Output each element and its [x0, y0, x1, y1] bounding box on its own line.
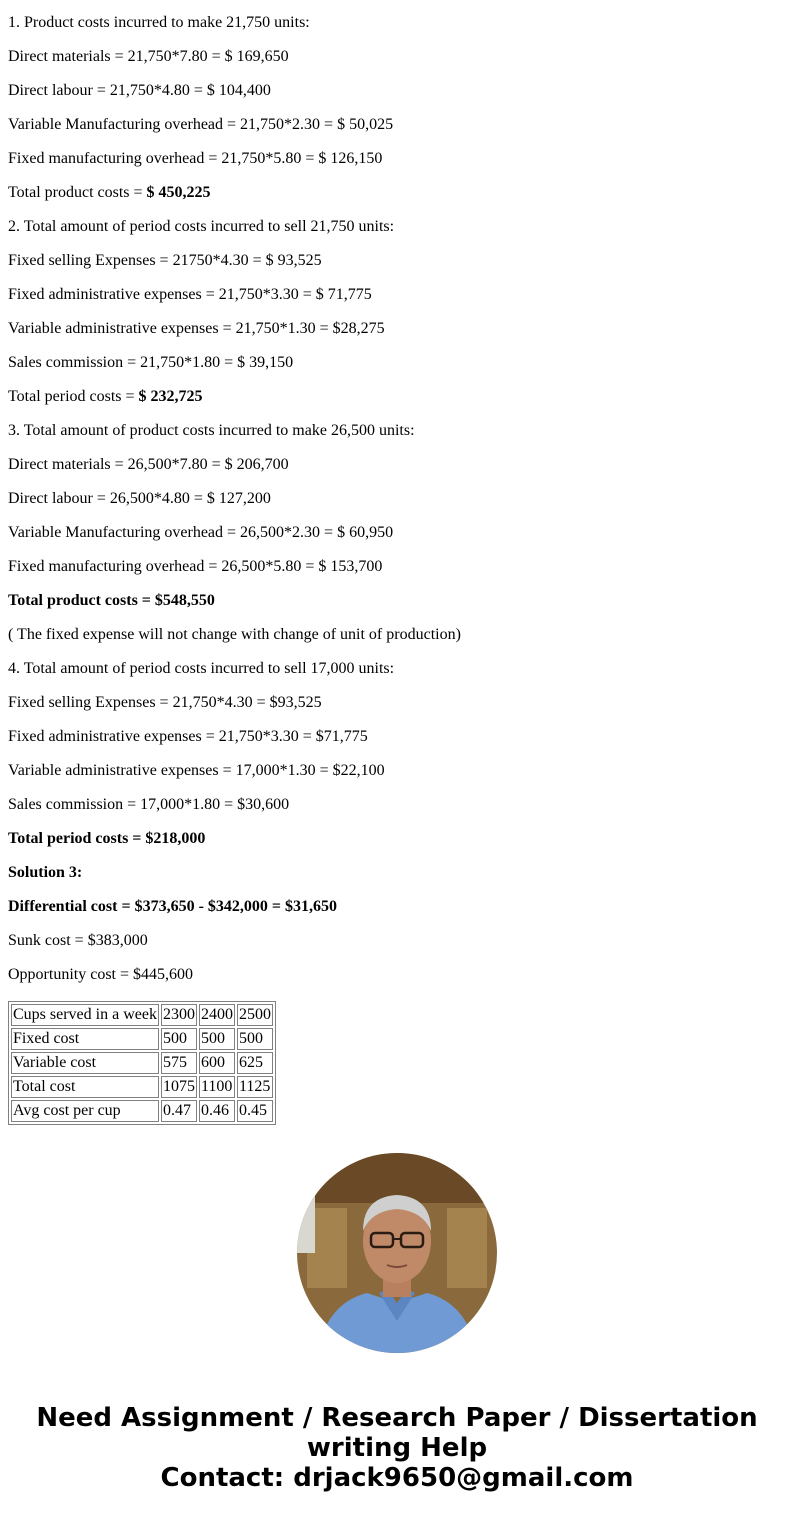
- table-row: [11, 1100, 273, 1122]
- table-cell: 0.45: [237, 1100, 273, 1122]
- table-row: [11, 1052, 273, 1074]
- table-cell: 2500: [237, 1004, 273, 1026]
- table-cell: 0.47: [161, 1100, 197, 1122]
- text-line: Total period costs = $ 232,725: [8, 388, 203, 405]
- text-line: Direct labour = 26,500*4.80 = $ 127,200: [8, 490, 271, 507]
- text-line: Variable administrative expenses = 17,000*1.30 = $22,100: [8, 762, 385, 779]
- text-line: 4. Total amount of period costs incurred to sell 17,000 units:: [8, 660, 395, 677]
- table-cell: Avg cost per cup: [11, 1100, 159, 1122]
- table-cell: Cups served in a week: [11, 1004, 159, 1026]
- text-line: 2. Total amount of period costs incurred to sell 21,750 units:: [8, 218, 395, 235]
- table-cell: Variable cost: [11, 1052, 159, 1074]
- text-line: Solution 3:: [8, 864, 83, 881]
- footer-contact: [0, 1403, 794, 1493]
- table-cell: 2300: [161, 1004, 197, 1026]
- table-cell: 1100: [199, 1076, 235, 1098]
- table-row: [11, 1004, 273, 1026]
- footer-line: writing Help: [306, 1433, 488, 1463]
- table-cell: 500: [237, 1028, 273, 1050]
- table-cell: 0.46: [199, 1100, 235, 1122]
- text-line: ( The fixed expense will not change with change of unit of production): [8, 626, 461, 643]
- text-line: Fixed manufacturing overhead = 26,500*5.80 = $ 153,700: [8, 558, 383, 575]
- cups-cost-table: [8, 1001, 276, 1125]
- text-line: Sales commission = 21,750*1.80 = $ 39,150: [8, 354, 294, 371]
- text-line: Fixed selling Expenses = 21750*4.30 = $ 93,525: [8, 252, 322, 269]
- text-line: Total period costs = $218,000: [8, 830, 206, 847]
- portrait-image: [297, 1153, 497, 1353]
- text-line: Sunk cost = $383,000: [8, 932, 148, 949]
- table-cell: Fixed cost: [11, 1028, 159, 1050]
- table-cell: 600: [199, 1052, 235, 1074]
- table-row: [11, 1076, 273, 1098]
- text-line: Fixed administrative expenses = 21,750*3.30 = $71,775: [8, 728, 368, 745]
- table-cell: 2400: [199, 1004, 235, 1026]
- text-line: Direct labour = 21,750*4.80 = $ 104,400: [8, 82, 271, 99]
- table-row: [11, 1028, 273, 1050]
- footer-contact-email: Contact: drjack9650@gmail.com: [160, 1463, 634, 1493]
- table-cell: 1125: [237, 1076, 273, 1098]
- text-line: Fixed selling Expenses = 21,750*4.30 = $93,525: [8, 694, 322, 711]
- text-line: Direct materials = 21,750*7.80 = $ 169,650: [8, 48, 289, 65]
- text-line: Variable Manufacturing overhead = 21,750*2.30 = $ 50,025: [8, 116, 394, 133]
- text-line: Total product costs = $548,550: [8, 592, 215, 609]
- text-line: Differential cost = $373,650 - $342,000 = $31,650: [8, 898, 338, 915]
- table-cell: 625: [237, 1052, 273, 1074]
- text-line: Fixed manufacturing overhead = 21,750*5.80 = $ 126,150: [8, 150, 383, 167]
- footer-line: Need Assignment / Research Paper / Dissertation: [36, 1403, 758, 1433]
- table-cell: 500: [199, 1028, 235, 1050]
- text-line: Opportunity cost = $445,600: [8, 966, 194, 983]
- text-line: Direct materials = 26,500*7.80 = $ 206,700: [8, 456, 289, 473]
- table-cell: 500: [161, 1028, 197, 1050]
- text-line: Total product costs = $ 450,225: [8, 184, 211, 201]
- text-line: 3. Total amount of product costs incurred to make 26,500 units:: [8, 422, 415, 439]
- text-line: Variable administrative expenses = 21,750*1.30 = $28,275: [8, 320, 385, 337]
- table-cell: 1075: [161, 1076, 197, 1098]
- table-cell: 575: [161, 1052, 197, 1074]
- table-cell: Total cost: [11, 1076, 159, 1098]
- author-avatar: [297, 1153, 497, 1353]
- text-line: 1. Product costs incurred to make 21,750 units:: [8, 14, 310, 31]
- text-line: Fixed administrative expenses = 21,750*3.30 = $ 71,775: [8, 286, 372, 303]
- text-line: Variable Manufacturing overhead = 26,500*2.30 = $ 60,950: [8, 524, 394, 541]
- text-line: Sales commission = 17,000*1.80 = $30,600: [8, 796, 290, 813]
